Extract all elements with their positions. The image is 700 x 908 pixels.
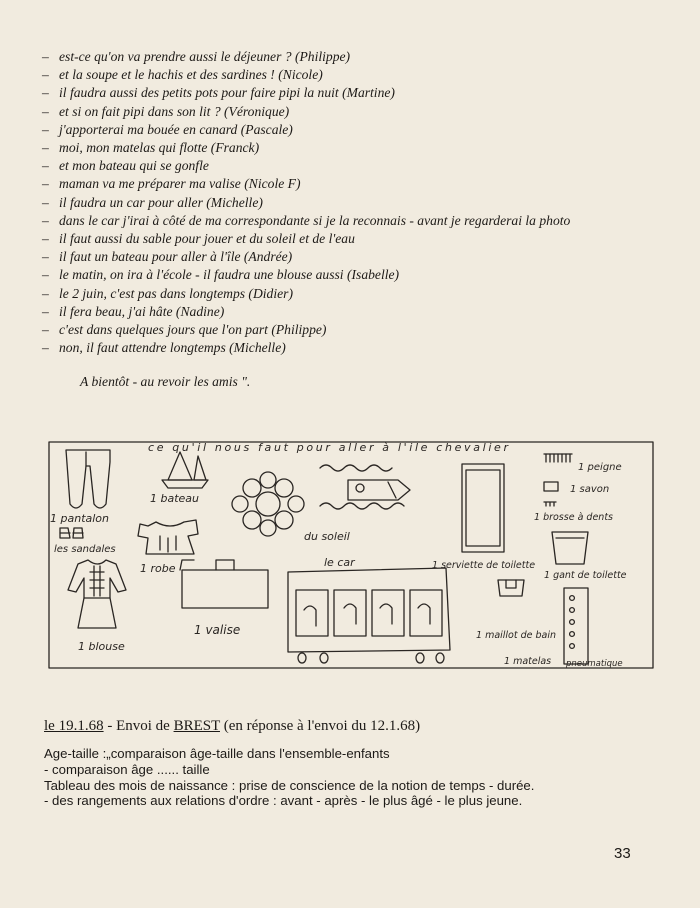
serviette-icon <box>462 464 504 552</box>
drawing-frame <box>49 442 653 668</box>
envoi-text-after: (en réponse à l'envoi du 12.1.68) <box>219 718 421 734</box>
peigne-icon <box>544 454 572 462</box>
label-blouse: 1 blouse <box>78 640 125 653</box>
label-pantalon: 1 pantalon <box>50 512 110 525</box>
dialogue-line: – le 2 juin, c'est pas dans longtemps (Didier) <box>42 285 642 303</box>
car-icon <box>288 568 450 663</box>
dialogue-line: – il faudra un car pour aller (Michelle) <box>42 194 642 212</box>
gant-icon <box>552 532 588 564</box>
waves-icon <box>320 465 410 509</box>
page-number: 33 <box>614 845 631 862</box>
label-brosse: 1 brosse à dents <box>534 512 613 523</box>
soleil-icon <box>232 472 304 536</box>
matelas-icon <box>564 588 588 664</box>
dialogue-line: – il faut un bateau pour aller à l'île (Andrée) <box>42 248 642 266</box>
label-bateau: 1 bateau <box>150 492 200 505</box>
savon-icon <box>544 482 558 491</box>
dialogue-line: – et si on fait pipi dans son lit ? (Véronique) <box>42 103 642 121</box>
dialogue-line: – est-ce qu'on va prendre aussi le déjeuner ? (Philippe) <box>42 48 642 66</box>
dialogue-line: – maman va me préparer ma valise (Nicole F) <box>42 175 642 193</box>
note-line: Age-taille :„comparaison âge-taille dans l'ensemble-enfants <box>44 746 390 761</box>
envoi-date: le 19.1.68 <box>44 718 104 734</box>
label-car: le car <box>324 556 355 569</box>
label-gant: 1 gant de toilette <box>544 570 627 581</box>
label-savon: 1 savon <box>570 484 610 495</box>
closing-line: A bientôt - au revoir les amis ". <box>80 374 251 389</box>
dialogue-line: – c'est dans quelques jours que l'on part (Philippe) <box>42 321 642 339</box>
dialogue-line: – et mon bateau qui se gonfle <box>42 157 642 175</box>
maillot-icon <box>498 580 524 596</box>
brosse-icon <box>544 502 556 506</box>
dialogue-line: – il faudra aussi des petits pots pour faire pipi la nuit (Martine) <box>42 84 642 102</box>
bateau-icon <box>162 452 208 488</box>
dialogue-line: – il faut aussi du sable pour jouer et du soleil et de l'eau <box>42 230 642 248</box>
dialogue-line: – dans le car j'irai à côté de ma correspondante si je la reconnais - avant je regarderai la photo <box>42 212 642 230</box>
dialogue-line: – il fera beau, j'ai hâte (Nadine) <box>42 303 642 321</box>
dialogue-line: – non, il faut attendre longtemps (Michelle) <box>42 339 642 357</box>
valise-icon <box>180 560 268 608</box>
pantalon-icon <box>66 450 110 508</box>
label-pneumatique: pneumatique <box>566 659 623 669</box>
note-line: - comparaison âge ...... taille <box>44 761 210 777</box>
label-maillot: 1 maillot de bain <box>476 630 557 641</box>
note-line: - des rangements aux relations d'ordre : avant - après - le plus âgé - le plus jeune. <box>44 793 523 809</box>
envoi-text-before: - Envoi de <box>103 718 174 734</box>
drawing-title: ce qu'il nous faut pour aller à l'ile chevalier <box>148 441 508 454</box>
label-peigne: 1 peigne <box>578 462 622 473</box>
child-drawing <box>48 440 654 672</box>
sandales-icon <box>60 528 83 538</box>
envoi-city: BREST <box>173 718 220 734</box>
dialogue-list <box>42 48 642 357</box>
blouse-icon <box>68 560 126 628</box>
label-valise: 1 valise <box>194 623 241 637</box>
label-robe: 1 robe <box>140 562 176 575</box>
dialogue-line: – le matin, on ira à l'école - il faudra une blouse aussi (Isabelle) <box>42 266 642 284</box>
envoi-heading <box>44 718 420 735</box>
label-matelas: 1 matelas <box>504 656 552 667</box>
dialogue-line: – j'apporterai ma bouée en canard (Pascale) <box>42 121 642 139</box>
label-serviette: 1 serviette de toilette <box>432 560 536 571</box>
label-soleil: du soleil <box>304 530 350 543</box>
dialogue-line: – moi, mon matelas qui flotte (Franck) <box>42 139 642 157</box>
notes-block <box>44 746 664 809</box>
label-sandales: les sandales <box>54 544 116 555</box>
note-line: Tableau des mois de naissance : prise de conscience de la notion de temps - durée. <box>44 777 535 793</box>
robe-icon <box>138 520 198 554</box>
dialogue-line: – et la soupe et le hachis et des sardines ! (Nicole) <box>42 66 642 84</box>
